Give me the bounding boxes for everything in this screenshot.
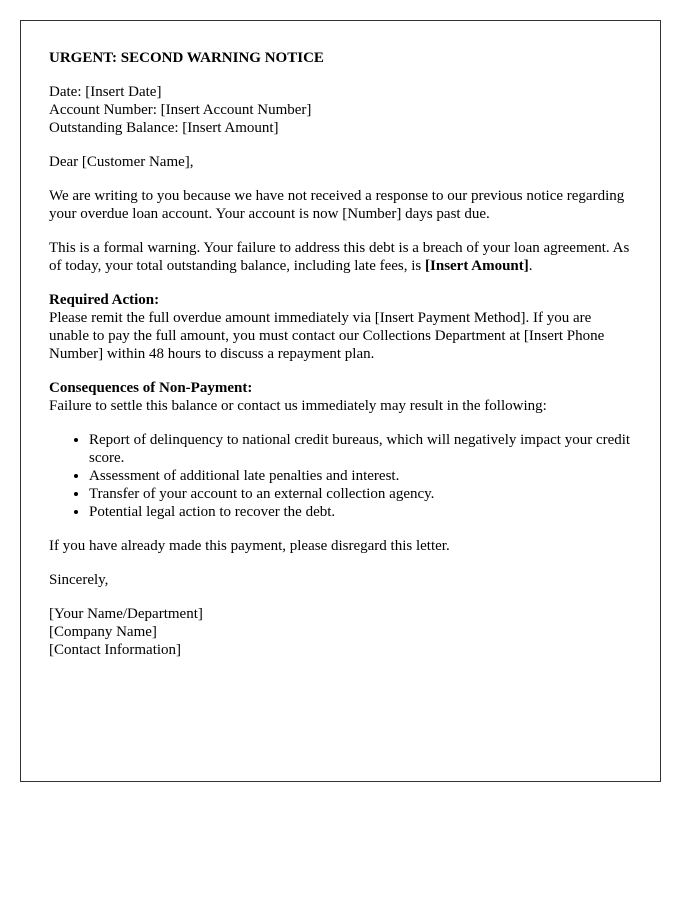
list-item: • Report of delinquency to national credit bureaus, which will negatively impact your credit score.: [89, 431, 632, 467]
required-action-heading: Required Action:: [49, 292, 160, 308]
paragraph-warning: [49, 239, 632, 275]
warning-period: .: [528, 258, 533, 274]
list-item: • Transfer of your account to an external collection agency.: [89, 485, 632, 503]
paragraph-overdue: We are writing to you because we have not received a response to our previous notice regarding your overdue loan account. Your account is now [Number] days past due.: [49, 188, 625, 222]
signature-block: [49, 605, 632, 659]
list-item: • Potential legal action to recover the debt.: [89, 503, 632, 521]
date-field: Date: [Insert Date]: [49, 84, 162, 100]
consequences-text: Failure to settle this balance or contact us immediately may result in the following:: [49, 398, 547, 414]
consequences-heading: Consequences of Non-Payment:: [49, 380, 253, 396]
header-fields: [49, 83, 632, 137]
consequences-list: [49, 431, 632, 521]
list-item: • Assessment of additional late penalties and interest.: [89, 467, 632, 485]
warning-amount: [Insert Amount]: [425, 258, 529, 274]
signature-contact: [Contact Information]: [49, 642, 182, 658]
consequences-section: [49, 379, 632, 415]
outstanding-balance-field: Outstanding Balance: [Insert Amount]: [49, 120, 279, 136]
letter: [20, 20, 661, 782]
required-action-text: Please remit the full overdue amount immediately via [Insert Payment Method]. If you are unable to pay the full amount, you must contact our Collections Department at [Insert Phone Number] within 48 hours to discuss a repayment plan.: [49, 310, 605, 362]
letter-title: URGENT: SECOND WARNING NOTICE: [49, 50, 324, 66]
signature-company: [Company Name]: [49, 624, 157, 640]
warning-text: This is a formal warning. Your failure to address this debt is a breach of your loan agreement. As of today, your total outstanding balance, including late fees, is: [49, 240, 630, 274]
disregard-note: If you have already made this payment, please disregard this letter.: [49, 538, 450, 554]
closing: Sincerely,: [49, 572, 109, 588]
required-action-section: [49, 291, 632, 363]
signature-name: [Your Name/Department]: [49, 606, 203, 622]
salutation: Dear [Customer Name],: [49, 154, 194, 170]
account-number-field: Account Number: [Insert Account Number]: [49, 102, 312, 118]
